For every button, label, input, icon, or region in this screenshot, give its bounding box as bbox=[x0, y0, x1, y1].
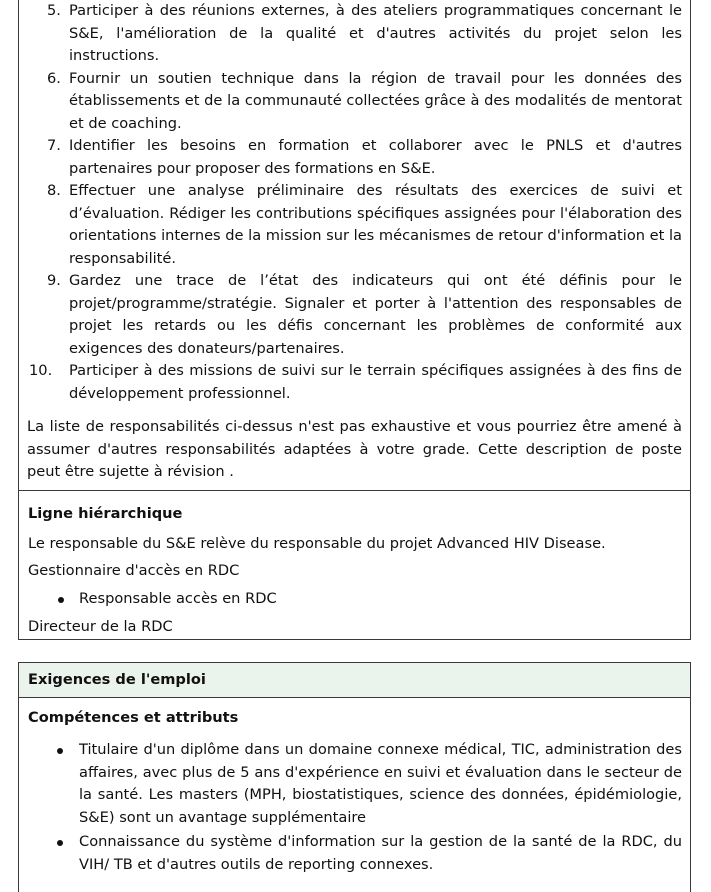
responsibilities-list bbox=[27, 0, 682, 405]
competencies-list bbox=[79, 739, 682, 876]
reporting-bullet-text: Responsable accès en RDC bbox=[79, 590, 277, 607]
item-number: 8. bbox=[47, 182, 61, 199]
item-text: Titulaire d'un diplôme dans un domaine connexe médical, TIC, administration des affaires, avec plus de 5 ans d'expérience en suivi et évaluation dans le secteur de la santé. Les masters (MPH, biostatistiques, science des données, épidémiologie, S&E) sont un avantage supplémentaire bbox=[79, 741, 682, 826]
bullet-icon bbox=[57, 748, 63, 754]
item-number: 7. bbox=[47, 137, 61, 154]
list-item bbox=[27, 180, 682, 270]
item-number: 6. bbox=[47, 69, 61, 87]
item-text: Identifier les besoins en formation et collaborer avec le PNLS et d'autres partenaires pour proposer des formations en S&E. bbox=[69, 137, 682, 177]
reporting-line-1: Le responsable du S&E relève du responsable du projet Advanced HIV Disease. bbox=[28, 535, 606, 552]
item-text: Participer à des missions de suivi sur le terrain spécifiques assignées à des fins de développement professionnel. bbox=[69, 362, 682, 402]
item-text: Gardez une trace de l’état des indicateurs qui ont été définis pour le projet/programme/stratégie. Signaler et porter à l'attention des responsables de projet les retards ou les défis concernant les problèmes de conformité aux exigences des donateurs/partenaires. bbox=[69, 272, 682, 357]
list-item bbox=[27, 360, 682, 405]
list-item bbox=[27, 135, 682, 180]
competencies-heading: Compétences et attributs bbox=[28, 709, 239, 726]
item-text: Connaissance du système d'information sur la gestion de la santé de la RDC, du VIH/ TB et d'autres outils de reporting connexes. bbox=[79, 833, 682, 873]
requirements-section bbox=[18, 662, 691, 892]
reporting-heading: Ligne hiérarchique bbox=[28, 505, 183, 522]
requirements-header bbox=[19, 663, 690, 698]
reporting-line-2: Gestionnaire d'accès en RDC bbox=[28, 562, 240, 579]
disclaimer-paragraph: La liste de responsabilités ci-dessus n'est pas exhaustive et vous pourriez être amené à assumer d'autres responsabilités adaptées à votre grade. Cette description de poste peut être sujette à révision . bbox=[27, 418, 682, 480]
bullet-icon bbox=[57, 840, 63, 846]
item-number: 9. bbox=[47, 272, 61, 289]
list-item bbox=[27, 0, 682, 68]
requirements-heading: Exigences de l'emploi bbox=[28, 671, 206, 688]
reporting-bullet bbox=[79, 588, 277, 611]
item-text: Fournir un soutien technique dans la région de travail pour les données des établissements et de la communauté collectées grâce à des modalités de mentorat et de coaching. bbox=[69, 69, 682, 132]
bullet-icon bbox=[58, 597, 64, 603]
list-item bbox=[27, 270, 682, 360]
item-number: 5. bbox=[47, 2, 61, 19]
list-item bbox=[79, 831, 682, 876]
item-number: 10. bbox=[29, 362, 53, 379]
list-item bbox=[79, 739, 682, 829]
item-text: Effectuer une analyse préliminaire des résultats des exercices de suivi et d’évaluation. Rédiger les contributions spécifiques assignées pour l'élaboration des orientations internes de la mission sur les mécanismes de retour d'information et la responsabilité. bbox=[69, 182, 682, 267]
reporting-line-section bbox=[18, 490, 691, 640]
reporting-line-3: Directeur de la RDC bbox=[28, 618, 173, 635]
responsibilities-section bbox=[18, 0, 691, 491]
list-item bbox=[27, 68, 682, 136]
item-text: Participer à des réunions externes, à des ateliers programmatiques concernant le S&E, l'amélioration de la qualité et d'autres activités du projet selon les instructions. bbox=[69, 2, 682, 64]
